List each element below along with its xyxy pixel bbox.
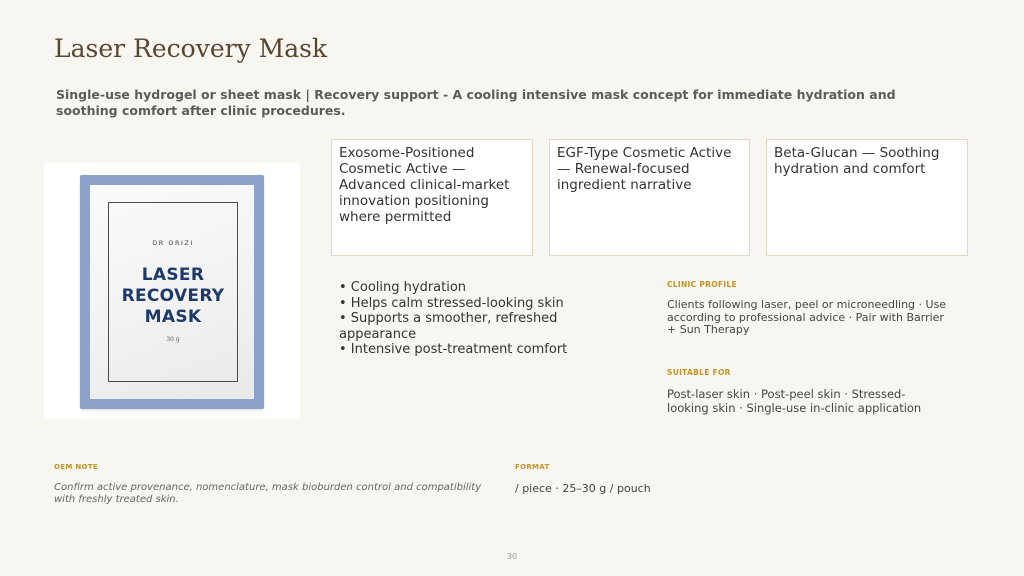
- sachet-face: [90, 185, 254, 399]
- oem-note-label: OEM NOTE: [54, 463, 98, 471]
- product-image: [44, 163, 300, 419]
- clinic-profile-text: Clients following laser, peel or microneedling · Use according to professional advice · Pair with Barrier + Sun Therapy: [667, 298, 947, 336]
- benefit-item: • Intensive post-treatment comfort: [339, 342, 568, 357]
- sachet-brand: DR ORIZI: [152, 239, 194, 247]
- clinic-profile-label: CLINIC PROFILE: [667, 280, 737, 289]
- mask-sachet: [80, 175, 264, 409]
- page-subtitle: Single-use hydrogel or sheet mask | Recovery support - A cooling intensive mask concept for immediate hydration and soothing comfort after clinic procedures.: [56, 87, 896, 118]
- oem-note-text: Confirm active provenance, nomenclature, mask bioburden control and compatibility with freshly treated skin.: [54, 482, 482, 505]
- benefits-list: [339, 280, 589, 358]
- page-number: 30: [506, 552, 518, 561]
- page-title: Laser Recovery Mask: [54, 34, 328, 63]
- benefit-item: • Supports a smoother, refreshed appearance: [339, 311, 558, 342]
- format-text: / piece · 25–30 g / pouch: [515, 482, 651, 495]
- format-label: FORMAT: [515, 463, 550, 471]
- sachet-frame: [108, 202, 238, 382]
- benefit-item: • Cooling hydration: [339, 280, 467, 295]
- benefit-item: • Helps calm stressed-looking skin: [339, 295, 564, 311]
- sachet-product-name: LASER RECOVERY MASK: [121, 265, 225, 327]
- ingredient-card-exosome: Exosome-Positioned Cosmetic Active — Advanced clinical-market innovation positioning where permitted: [331, 139, 533, 256]
- sachet-weight: 30 g: [166, 336, 180, 343]
- ingredient-card-egf: EGF-Type Cosmetic Active — Renewal-focused ingredient narrative: [549, 139, 750, 256]
- suitable-for-text: Post-laser skin · Post-peel skin · Stressed-looking skin · Single-use in-clinic application: [667, 387, 922, 415]
- ingredient-card-beta-glucan: Beta-Glucan — Soothing hydration and comfort: [766, 139, 968, 256]
- suitable-for-label: SUITABLE FOR: [667, 368, 731, 377]
